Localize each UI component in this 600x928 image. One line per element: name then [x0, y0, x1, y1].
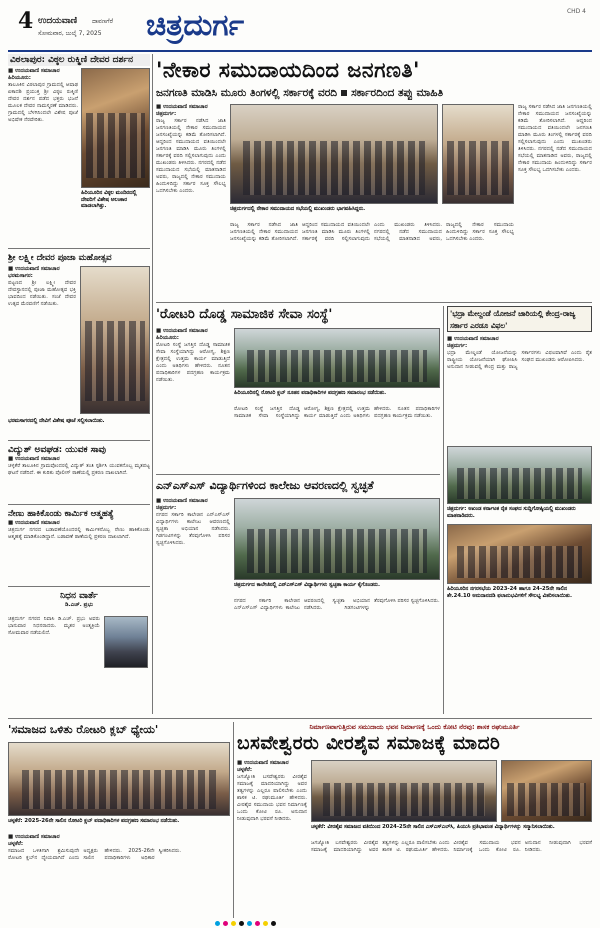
rotary-day-photo[interactable]	[8, 742, 230, 816]
headline: ಎನ್ಎಸ್ಎಸ್ ವಿದ್ಯಾರ್ಥಿಗಳಿಂದ ಕಾಲೇಜು ಆವರಣದಲ್ಲಿ ಸ್ವಚ್ಛತೆ	[156, 479, 374, 492]
photo-caption: ಚಿತ್ರದುರ್ಗದ ಕಾಲೇಜಿನಲ್ಲಿ ಎನ್ಎಸ್ಎಸ್ ವಿದ್ಯಾರ್ಥಿಗಳು ಸ್ವಚ್ಛತಾ ಕಾರ್ಯ ಕೈಗೊಂಡರು.	[234, 582, 380, 588]
byline: ■ ಉದಯವಾಣಿ ಸಮಾಚಾರ	[8, 520, 60, 526]
story-electrocution	[8, 444, 150, 501]
article-body: ಚಿತ್ರದುರ್ಗ ನಗರದ ನಿವಾಸಿ ಡಿ.ಎಚ್. ಪ್ರಭು ಅವರು ಭಾನುವಾರ ನಿಧನರಾದರು. ಮೃತರ ಅಂತ್ಯಕ್ರಿಯೆ ಸೋಮವಾರ ನಡೆಯಲಿದೆ.	[8, 616, 100, 636]
byline: ■ ಉದಯವಾಣಿ ಸಮಾಚಾರ	[237, 760, 289, 766]
basava-photo-2[interactable]	[501, 760, 592, 822]
kicker: ನಿರ್ಮಾಣವಾಗುತ್ತಿರುವ ಸಮುದಾಯ ಭವನ ನಿರ್ಮಾಣಕ್ಕೆ ಒಂದು ಕೋಟಿ ನೆರವು: ಶಾಸಕ ರಘುಮೂರ್ತಿ	[309, 723, 520, 731]
article-body: ಭದ್ರಾ ಮೇಲ್ದಂಡೆ ಯೋಜನೆಯನ್ನು ರಾಷ್ಟ್ರೀಯ ಯೋಜನೆಯಾಗಿ ಘೋಷಿಸಿ ಅನುದಾನ ನೀಡುವಲ್ಲಿ ಕೇಂದ್ರ ಮತ್ತು ರಾಜ್ಯ ಸರ್ಕಾರಗಳು ವಿಫಲವಾಗಿವೆ ಎಂದು ರೈತ ಸಂಘದ ಮುಖಂಡರು ಆರೋಪಿಸಿದರು.	[447, 350, 592, 370]
article-body: ಚಳ್ಳಕೆರೆ ತಾಲೂಕಿನ ಗ್ರಾಮವೊಂದರಲ್ಲಿ ವಿದ್ಯುತ್ ತಂತಿ ಸ್ಪರ್ಶಿಸಿ ಯುವಕನೊಬ್ಬ ಮೃತಪಟ್ಟ ಘಟನೆ ನಡೆದಿದೆ. ಈ ಕುರಿತು ಪೊಲೀಸ್ ಠಾಣೆಯಲ್ಲಿ ಪ್ರಕರಣ ದಾಖಲಾಗಿದೆ.	[8, 463, 150, 476]
byline: ■ ಉದಯವಾಣಿ ಸಮಾಚಾರ	[8, 68, 60, 74]
bhadra-photo-2[interactable]	[447, 524, 592, 584]
byline: ■ ಉದಯವಾಣಿ ಸಮಾಚಾರ	[156, 328, 208, 334]
headline: ನಿಧನ ವಾರ್ತೆ	[60, 591, 98, 601]
dateline-place: ಚಳ್ಳಕೆರೆ:	[237, 767, 253, 773]
basava-body-continued: ಜಗಜ್ಯೋತಿ ಬಸವೇಶ್ವರರು ವೀರಶೈವ ಸಮಾಜಕ್ಕೆ ಮಾದರಿಯಾಗಿದ್ದು ಅವರ ತತ್ವಗಳನ್ನು ಎಲ್ಲರೂ ಪಾಲಿಸಬೇಕು ಎಂದು ಶಾಸಕ ಟಿ. ರಘುಮೂರ್ತಿ ಹೇಳಿದರು. ವೀರಶೈವ ಸಮುದಾಯ ಭವನ ನಿರ್ಮಾಣಕ್ಕೆ ಒಂದು ಕೋಟಿ ರೂ. ಅನುದಾನ ನೀಡುವುದಾಗಿ ಭರವಸೆ ನೀಡಿದರು.	[311, 840, 592, 853]
column-divider	[233, 722, 234, 918]
photo-caption: ಹಿರಿಯೂರಿನಲ್ಲಿ ರೋಟರಿ ಕ್ಲಬ್ ನೂತನ ಪದಾಧಿಕಾರಿಗಳ ಪದಗ್ರಹಣ ಸಮಾರಂಭ ನಡೆಯಿತು.	[234, 390, 387, 396]
article-body: ತಾಲೂಕಿನ ವಿಠಲಾಪುರ ಗ್ರಾಮದಲ್ಲಿ ಆಷಾಢ ಏಕಾದಶಿ ಪ್ರಯುಕ್ತ ಶ್ರೀ ವಿಠ್ಠಲ ರುಕ್ಮಿಣಿ ದೇವರ ದರ್ಶನ ಪಡೆದ ಭಕ್ತರು ಭಜನೆ ಮೂಲಕ ದೇವರ ನಾಮಸ್ಮರಣೆ ಮಾಡಿದರು. ಗ್ರಾಮದಲ್ಲಿ ಬೆಳಗಿನಿಂದಲೇ ವಿಶೇಷ ಪೂಜೆ ಅಭಿಷೇಕ ನೆರವೇರಿತು.	[8, 82, 78, 123]
story-rotary-day	[8, 722, 230, 738]
divider	[156, 302, 592, 303]
masthead-rule	[8, 50, 592, 52]
lead-subhead-1: ಜನಗಣತಿ ಮಾಡಿಸಿ ಮೂರು ತಿಂಗಳಲ್ಲಿ ಸರ್ಕಾರಕ್ಕೆ ವರದಿ	[156, 87, 338, 99]
puja-photo[interactable]	[80, 266, 150, 414]
photo-caption: ಹಿರಿಯೂರಿನ ನಗರಸಭೆಯ 2023-24 ಹಾಗೂ 24-25ನೇ ಸಾಲಿನ ಶೇ.24.10 ಅನುದಾನದಡಿ ಫಲಾನುಭವಿಗಳಿಗೆ ಸೌಲಭ್ಯ ವಿತರಿಸಲಾಯಿತು.	[447, 586, 572, 599]
photo-caption: ಚಿತ್ರದುರ್ಗ: ಅಖಂಡ ಕರ್ನಾಟಕ ರೈತ ಸಂಘದ ಸುದ್ದಿಗೋಷ್ಠಿಯಲ್ಲಿ ಮುಖಂಡರು ಮಾತನಾಡಿದರು.	[447, 506, 576, 519]
basava-body-col	[237, 760, 307, 914]
byline: ■ ಉದಯವಾಣಿ ಸಮಾಚಾರ	[156, 104, 208, 110]
article-body: ಪಟ್ಟಣದ ಶ್ರೀ ಲಕ್ಷ್ಮೀ ದೇವರ ದೇವಸ್ಥಾನದಲ್ಲಿ ಪೂಜಾ ಮಹೋತ್ಸವ ಭಕ್ತಿ ಭಾವದಿಂದ ನಡೆಯಿತು. ಸಂಜೆ ದೇವರ ಉತ್ಸವ ಮೆರವಣಿಗೆ ನಡೆಯಿತು.	[8, 280, 76, 307]
article-body: ರಾಜ್ಯ ಸರ್ಕಾರ ನಡೆಸಿದ ಜಾತಿ ಜನಗಣತಿಯಲ್ಲಿ ನೇಕಾರ ಸಮುದಾಯದ ಜನಸಂಖ್ಯೆಯನ್ನು ಕಡಿಮೆ ತೋರಿಸಲಾಗಿದೆ. ಆದ್ದರಿಂದ ಸಮುದಾಯದ ವತಿಯಿಂದಲೇ ಜನಗಣತಿ ಮಾಡಿಸಿ ಮೂರು ತಿಂಗಳಲ್ಲಿ ಸರ್ಕಾರಕ್ಕೆ ವರದಿ ಸಲ್ಲಿಸಲಾಗುವುದು ಎಂದು ಮುಖಂಡರು ತಿಳಿಸಿದರು. ನಗರದಲ್ಲಿ ನಡೆದ ಸಮುದಾಯದ ಸಭೆಯಲ್ಲಿ ಮಾತನಾಡಿದ ಅವರು, ರಾಜ್ಯದಲ್ಲಿ ನೇಕಾರ ಸಮುದಾಯ ಹಿಂದುಳಿದಿದ್ದು ಸರ್ಕಾರ ಸೂಕ್ತ ಸೌಲಭ್ಯ ಒದಗಿಸಬೇಕು ಎಂದರು.	[156, 118, 226, 194]
obituary	[8, 590, 150, 710]
headline: ಬಸವೇಶ್ವರರು ವೀರಶೈವ ಸಮಾಜಕ್ಕೆ ಮಾದರಿ	[237, 733, 501, 754]
story-suicide	[8, 508, 150, 579]
headline: 'ಭದ್ರಾ ಮೇಲ್ದಂಡೆ ಯೋಜನೆ ಜಾರಿಯಲ್ಲಿ ಕೇಂದ್ರ-ರಾಜ್ಯ ಸರ್ಕಾರ ಎರಡೂ ವಿಫಲ'	[450, 309, 576, 330]
divider	[156, 474, 440, 475]
lead-body-continued: ರಾಜ್ಯ ಸರ್ಕಾರ ನಡೆಸಿದ ಜಾತಿ ಜನಗಣತಿಯಲ್ಲಿ ನೇಕಾರ ಸಮುದಾಯದ ಜನಸಂಖ್ಯೆಯನ್ನು ಕಡಿಮೆ ತೋರಿಸಲಾಗಿದೆ. ಆದ್ದರಿಂದ ಸಮುದಾಯದ ವತಿಯಿಂದಲೇ ಜನಗಣತಿ ಮಾಡಿಸಿ ಮೂರು ತಿಂಗಳಲ್ಲಿ ಸರ್ಕಾರಕ್ಕೆ ವರದಿ ಸಲ್ಲಿಸಲಾಗುವುದು ಎಂದು ಮುಖಂಡರು ತಿಳಿಸಿದರು. ನಗರದಲ್ಲಿ ನಡೆದ ಸಮುದಾಯದ ಸಭೆಯಲ್ಲಿ ಮಾತನಾಡಿದ ಅವರು, ರಾಜ್ಯದಲ್ಲಿ ನೇಕಾರ ಸಮುದಾಯ ಹಿಂದುಳಿದಿದ್ದು ಸರ್ಕಾರ ಸೂಕ್ತ ಸೌಲಭ್ಯ ಒದಗಿಸಬೇಕು ಎಂದರು.	[230, 222, 514, 242]
nss-photo[interactable]	[234, 498, 440, 580]
paper-name: ಉದಯವಾಣಿ	[38, 16, 78, 26]
byline: ■ ಉದಯವಾಣಿ ಸಮಾಚಾರ	[156, 498, 208, 504]
nss-body-continued: ನಗರದ ಸರ್ಕಾರಿ ಕಾಲೇಜಿನ ಎನ್ಎಸ್ಎಸ್ ವಿದ್ಯಾರ್ಥಿಗಳು ಕಾಲೇಜು ಆವರಣದಲ್ಲಿ ಸ್ವಚ್ಛತಾ ಅಭಿಯಾನ ನಡೆಸಿದರು. ಗಿಡಗಂಟಿಗಳನ್ನು ತೆರವುಗೊಳಿಸಿ ಪರಿಸರ ಸ್ವಚ್ಛಗೊಳಿಸಿದರು.	[234, 598, 440, 611]
headline: 'ರೋಟರಿ ದೊಡ್ಡ ಸಾಮಾಜಿಕ ಸೇವಾ ಸಂಸ್ಥೆ'	[156, 307, 333, 322]
dateline-place: ಹಿರಿಯೂರು:	[156, 335, 179, 341]
article-body: ಸಮಾಜದ ಒಳಿತಿಗಾಗಿ ಶ್ರಮಿಸುವುದೇ ರೋಟರಿ ಕ್ಲಬ್‌ನ ಧ್ಯೇಯವಾಗಿದೆ ಎಂದು ಅಧ್ಯಕ್ಷರು ಹೇಳಿದರು. 2025-26ನೇ ಸಾಲಿನ ಪದಾಧಿಕಾರಿಗಳು ಅಧಿಕಾರ ಸ್ವೀಕರಿಸಿದರು.	[8, 848, 182, 861]
column-divider	[443, 306, 444, 714]
photo-caption: ಚಳ್ಳಕೆರೆ: ವೀರಶೈವ ಸಮಾಜದ ವತಿಯಿಂದ 2024-25ನೇ ಸಾಲಿನ ಎಸ್ಎಸ್ಎಲ್‌ಸಿ, ಪಿಯುಸಿ ಪ್ರತಿಭಾವಂತ ವಿದ್ಯಾರ್ಥಿಗಳನ್ನು ಸನ್ಮಾನಿಸಲಾಯಿತು.	[311, 824, 555, 830]
dateline-place: ಚಿತ್ರದುರ್ಗ:	[156, 505, 177, 511]
divider	[8, 504, 150, 505]
photo-caption: ಹಿರಿಯೂರಿನ ವಿಠ್ಠಲ ಮಂದಿರದಲ್ಲಿ ದೇವರಿಗೆ ವಿಶೇಷ ಅಲಂಕಾರ ಮಾಡಲಾಗಿತ್ತು.	[81, 190, 137, 210]
rotary-body-col	[156, 328, 230, 462]
section-title: ಚಿತ್ರದುರ್ಗ	[146, 8, 245, 43]
byline: ■ ಉದಯವಾಣಿ ಸಮಾಚಾರ	[8, 456, 60, 462]
dateline-place: ಚಿತ್ರದುರ್ಗ:	[447, 343, 468, 349]
bhadra-photo-1[interactable]	[447, 446, 592, 504]
lead-caption: ಚಿತ್ರದುರ್ಗದಲ್ಲಿ ನೇಕಾರ ಸಮುದಾಯದ ಸಭೆಯಲ್ಲಿ ಮುಖಂಡರು ಭಾಗವಹಿಸಿದ್ದರು.	[230, 206, 366, 212]
lead-body-col-right: ರಾಜ್ಯ ಸರ್ಕಾರ ನಡೆಸಿದ ಜಾತಿ ಜನಗಣತಿಯಲ್ಲಿ ನೇಕಾರ ಸಮುದಾಯದ ಜನಸಂಖ್ಯೆಯನ್ನು ಕಡಿಮೆ ತೋರಿಸಲಾಗಿದೆ. ಆದ್ದರಿಂದ ಸಮುದಾಯದ ವತಿಯಿಂದಲೇ ಜನಗಣತಿ ಮಾಡಿಸಿ ಮೂರು ತಿಂಗಳಲ್ಲಿ ಸರ್ಕಾರಕ್ಕೆ ವರದಿ ಸಲ್ಲಿಸಲಾಗುವುದು ಎಂದು ಮುಖಂಡರು ತಿಳಿಸಿದರು. ನಗರದಲ್ಲಿ ನಡೆದ ಸಮುದಾಯದ ಸಭೆಯಲ್ಲಿ ಮಾತನಾಡಿದ ಅವರು, ರಾಜ್ಯದಲ್ಲಿ ನೇಕಾರ ಸಮುದಾಯ ಹಿಂದುಳಿದಿದ್ದು ಸರ್ಕಾರ ಸೂಕ್ತ ಸೌಲಭ್ಯ ಒದಗಿಸಬೇಕು ಎಂದರು.	[518, 104, 592, 173]
column-divider	[152, 54, 153, 714]
lead-photo-1[interactable]	[230, 104, 438, 204]
rotary-body-continued: ರೋಟರಿ ಸಂಸ್ಥೆ ಜಗತ್ತಿನ ದೊಡ್ಡ ಸಾಮಾಜಿಕ ಸೇವಾ ಸಂಸ್ಥೆಯಾಗಿದ್ದು ಆರೋಗ್ಯ, ಶಿಕ್ಷಣ ಕ್ಷೇತ್ರದಲ್ಲಿ ಉತ್ತಮ ಕಾರ್ಯ ಮಾಡುತ್ತಿದೆ ಎಂದು ಅತಿಥಿಗಳು ಹೇಳಿದರು. ನೂತನ ಪದಾಧಿಕಾರಿಗಳ ಪದಗ್ರಹಣ ಕಾರ್ಯಕ್ರಮ ನಡೆಯಿತು.	[234, 406, 440, 419]
headline: ವಿಠಲಾಪುರ: ವಿಠ್ಠಲ ರುಕ್ಮಿಣಿ ದೇವರ ದರ್ಶನ	[8, 54, 150, 66]
headline: ವಿದ್ಯುತ್ ಅವಘಡ: ಯುವಕ ಸಾವು	[8, 445, 106, 455]
divider	[8, 586, 150, 587]
rotary-photo[interactable]	[234, 328, 440, 388]
photo-caption: ಭರಮಸಾಗರದಲ್ಲಿ ದೇವಿಗೆ ವಿಶೇಷ ಪೂಜೆ ಸಲ್ಲಿಸಲಾಯಿತು.	[8, 418, 105, 424]
divider	[8, 248, 150, 249]
bullet-square	[341, 90, 347, 96]
headline: 'ಸಮಾಜದ ಒಳಿತು ರೋಟರಿ ಕ್ಲಬ್ ಧ್ಯೇಯ'	[8, 723, 159, 736]
headline: ನೇಣು ಹಾಕಿಕೊಂಡು ಕಾರ್ಮಿಕ ಆತ್ಮಹತ್ಯೆ	[8, 509, 114, 519]
temple-photo[interactable]	[81, 68, 150, 188]
divider	[8, 440, 150, 441]
dateline-place: ಹಿರಿಯೂರು:	[8, 75, 31, 81]
nss-body-col	[156, 498, 230, 708]
lead-subhead-2: ಸರ್ಕಾರದಿಂದ ತಪ್ಪು ಮಾಹಿತಿ	[351, 87, 444, 99]
lead-body-col1	[156, 104, 226, 308]
deceased-name: ಡಿ.ಎಚ್. ಪ್ರಭು	[65, 602, 93, 608]
portrait-photo[interactable]	[104, 616, 148, 668]
lead-photo-2[interactable]	[442, 104, 514, 204]
bhadra-headline-box	[447, 306, 592, 332]
story-basaveshwara	[237, 722, 592, 756]
dateline-place: ಚಳ್ಳಕೆರೆ:	[8, 841, 24, 847]
edition-code: CHD 4	[566, 8, 586, 15]
masthead	[8, 6, 592, 48]
story-vithalapura	[8, 54, 150, 210]
story-lakshmi-puja	[8, 252, 150, 424]
edition-city: ದಾವಣಗೆರೆ	[92, 18, 114, 25]
basava-photo-1[interactable]	[311, 760, 497, 822]
byline: ■ ಉದಯವಾಣಿ ಸಮಾಚಾರ	[8, 834, 60, 840]
photo-caption: ಚಳ್ಳಕೆರೆ: 2025-26ನೇ ಸಾಲಿನ ರೋಟರಿ ಕ್ಲಬ್ ಪದಾಧಿಕಾರಿಗಳ ಪದಗ್ರಹಣ ಸಮಾರಂಭ ನಡೆಯಿತು.	[8, 818, 180, 824]
lead-headline: 'ನೇಕಾರ ಸಮುದಾಯದಿಂದ ಜನಗಣತಿ'	[156, 57, 420, 82]
story-rotary-service	[156, 306, 440, 324]
dateline: ಸೋಮವಾರ, ಜುಲೈ 7, 2025	[38, 30, 102, 37]
rotary-day-body	[8, 834, 230, 918]
byline: ■ ಉದಯವಾಣಿ ಸಮಾಚಾರ	[447, 336, 499, 342]
row-divider	[8, 718, 592, 719]
article-body: ಜಗಜ್ಯೋತಿ ಬಸವೇಶ್ವರರು ವೀರಶೈವ ಸಮಾಜಕ್ಕೆ ಮಾದರಿಯಾಗಿದ್ದು ಅವರ ತತ್ವಗಳನ್ನು ಎಲ್ಲರೂ ಪಾಲಿಸಬೇಕು ಎಂದು ಶಾಸಕ ಟಿ. ರಘುಮೂರ್ತಿ ಹೇಳಿದರು. ವೀರಶೈವ ಸಮುದಾಯ ಭವನ ನಿರ್ಮಾಣಕ್ಕೆ ಒಂದು ಕೋಟಿ ರೂ. ಅನುದಾನ ನೀಡುವುದಾಗಿ ಭರವಸೆ ನೀಡಿದರು.	[237, 774, 307, 822]
print-registration-marks	[215, 921, 276, 926]
headline: ಶ್ರೀ ಲಕ್ಷ್ಮೀ ದೇವರ ಪೂಜಾ ಮಹೋತ್ಸವ	[8, 253, 112, 263]
story-nss	[156, 478, 440, 494]
dateline-place: ಭರಮಸಾಗರ:	[8, 273, 33, 279]
article-body: ಚಿತ್ರದುರ್ಗ ನಗರದ ಬಡಾವಣೆಯೊಂದರಲ್ಲಿ ಕಾರ್ಮಿಕನೊಬ್ಬ ನೇಣು ಹಾಕಿಕೊಂಡು ಆತ್ಮಹತ್ಯೆ ಮಾಡಿಕೊಂಡಿದ್ದಾನೆ. ಬಡಾವಣೆ ಠಾಣೆಯಲ್ಲಿ ಪ್ರಕರಣ ದಾಖಲಾಗಿದೆ.	[8, 527, 150, 540]
lead-story	[156, 56, 592, 100]
page-number: 4	[18, 8, 34, 34]
byline: ■ ಉದಯವಾಣಿ ಸಮಾಚಾರ	[8, 266, 60, 272]
bhadra-body	[447, 336, 592, 442]
article-body: ರೋಟರಿ ಸಂಸ್ಥೆ ಜಗತ್ತಿನ ದೊಡ್ಡ ಸಾಮಾಜಿಕ ಸೇವಾ ಸಂಸ್ಥೆಯಾಗಿದ್ದು ಆರೋಗ್ಯ, ಶಿಕ್ಷಣ ಕ್ಷೇತ್ರದಲ್ಲಿ ಉತ್ತಮ ಕಾರ್ಯ ಮಾಡುತ್ತಿದೆ ಎಂದು ಅತಿಥಿಗಳು ಹೇಳಿದರು. ನೂತನ ಪದಾಧಿಕಾರಿಗಳ ಪದಗ್ರಹಣ ಕಾರ್ಯಕ್ರಮ ನಡೆಯಿತು.	[156, 342, 230, 383]
article-body: ನಗರದ ಸರ್ಕಾರಿ ಕಾಲೇಜಿನ ಎನ್ಎಸ್ಎಸ್ ವಿದ್ಯಾರ್ಥಿಗಳು ಕಾಲೇಜು ಆವರಣದಲ್ಲಿ ಸ್ವಚ್ಛತಾ ಅಭಿಯಾನ ನಡೆಸಿದರು. ಗಿಡಗಂಟಿಗಳನ್ನು ತೆರವುಗೊಳಿಸಿ ಪರಿಸರ ಸ್ವಚ್ಛಗೊಳಿಸಿದರು.	[156, 512, 230, 546]
dateline-place: ಚಿತ್ರದುರ್ಗ:	[156, 111, 177, 117]
